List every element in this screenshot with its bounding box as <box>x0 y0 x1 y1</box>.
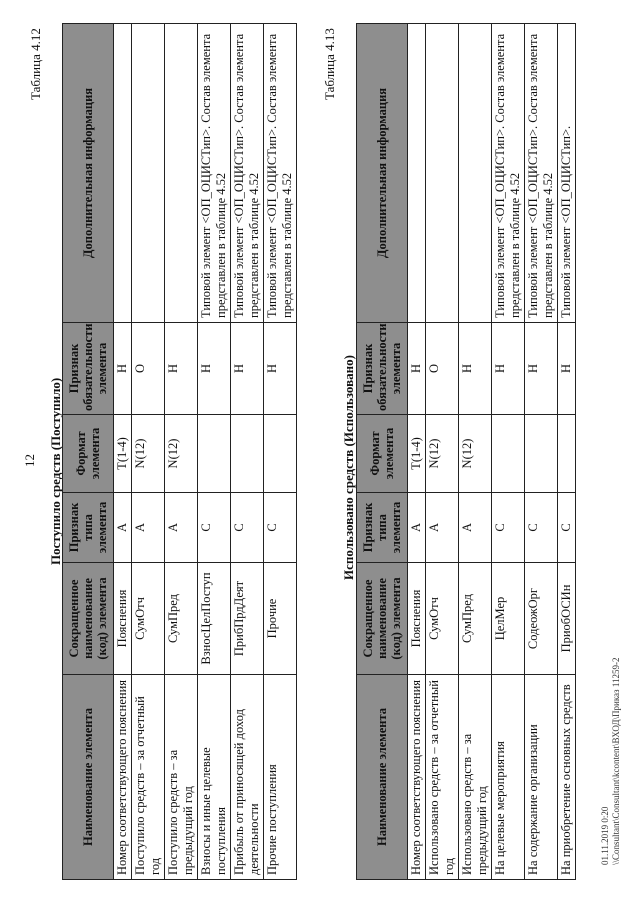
cell-format: T(1-4) <box>408 415 426 493</box>
cell-required: Н <box>231 323 264 415</box>
table-row <box>525 24 558 880</box>
cell-name: На целевые мероприятия <box>492 675 525 880</box>
cell-type: С <box>264 493 297 563</box>
table2-header-code: Сокращенное наименование (код) элемента <box>357 563 408 675</box>
cell-info <box>114 24 132 323</box>
cell-code: ВзносЦелПоступ <box>198 563 231 675</box>
cell-format: N(12) <box>459 415 492 493</box>
table1-number: Таблица 4.12 <box>28 28 43 100</box>
cell-required: Н <box>492 323 525 415</box>
cell-format: T(1-4) <box>114 415 132 493</box>
cell-format: N(12) <box>132 415 165 493</box>
cell-format: N(12) <box>426 415 459 493</box>
cell-format <box>492 415 525 493</box>
table1-header-info: Дополнительная информация <box>63 24 114 323</box>
cell-code: СумПред <box>459 563 492 675</box>
cell-name: Прочие поступления <box>264 675 297 880</box>
cell-required: Н <box>165 323 198 415</box>
cell-type: А <box>459 493 492 563</box>
cell-info: Типовой элемент <ОП_ОЦИСТип>. Состав элемента представлен в таблице 4.52 <box>231 24 264 323</box>
table2 <box>356 23 576 880</box>
table-row <box>198 24 231 880</box>
table-row <box>231 24 264 880</box>
cell-type: А <box>132 493 165 563</box>
table1-title: Поступило средств (Поступило) <box>48 377 63 565</box>
table1-header-required: Признак обязательности элемента <box>63 323 114 415</box>
cell-format <box>264 415 297 493</box>
cell-name: Номер соответствующего пояснения <box>408 675 426 880</box>
cell-name: Прибыль от приносящей доход деятельности <box>231 675 264 880</box>
cell-name: Взносы и иные целевые поступления <box>198 675 231 880</box>
cell-required: Н <box>408 323 426 415</box>
table2-title: Использовано средств (Использовано) <box>341 355 356 580</box>
cell-code: Пояснения <box>114 563 132 675</box>
table-row <box>165 24 198 880</box>
table-row <box>408 24 426 880</box>
table2-header-name: Наименование элемента <box>357 675 408 880</box>
cell-required: Н <box>264 323 297 415</box>
footer-line-1: 01.11.2019 0:20 <box>600 806 610 865</box>
cell-required: Н <box>114 323 132 415</box>
cell-code: Прочие <box>264 563 297 675</box>
table2-header-required: Признак обязательности элемента <box>357 323 408 415</box>
cell-name: На приобретение основных средств <box>558 675 576 880</box>
cell-name: Использовано средств – за предыдущий год <box>459 675 492 880</box>
table2-header-format: Формат элемента <box>357 415 408 493</box>
cell-name: Использовано средств – за отчетный год <box>426 675 459 880</box>
table-row <box>114 24 132 880</box>
cell-type: С <box>198 493 231 563</box>
cell-info: Типовой элемент <ОП_ОЦИСТип>. Состав элемента представлен в таблице 4.52 <box>525 24 558 323</box>
table-row <box>132 24 165 880</box>
cell-info <box>459 24 492 323</box>
cell-type: А <box>408 493 426 563</box>
cell-type: С <box>525 493 558 563</box>
cell-type: С <box>558 493 576 563</box>
table1 <box>62 23 297 880</box>
cell-name: На содержание организации <box>525 675 558 880</box>
cell-info <box>426 24 459 323</box>
cell-info <box>165 24 198 323</box>
table2-header-type: Признак типа элемента <box>357 493 408 563</box>
table1-header-code: Сокращенное наименование (код) элемента <box>63 563 114 675</box>
cell-type: С <box>492 493 525 563</box>
cell-format: N(12) <box>165 415 198 493</box>
cell-code: СумОтч <box>426 563 459 675</box>
cell-code: СумОтч <box>132 563 165 675</box>
table-row <box>264 24 297 880</box>
table-row <box>492 24 525 880</box>
cell-info: Типовой элемент <ОП_ОЦИСТип>. Состав элемента представлен в таблице 4.52 <box>492 24 525 323</box>
cell-format <box>231 415 264 493</box>
cell-info: Типовой элемент <ОП_ОЦИСТип>. Состав элемента представлен в таблице 4.52 <box>198 24 231 323</box>
cell-info <box>132 24 165 323</box>
cell-required: Н <box>459 323 492 415</box>
cell-name: Поступило средств – за предыдущий год <box>165 675 198 880</box>
table-row <box>426 24 459 880</box>
cell-type: А <box>426 493 459 563</box>
cell-required: О <box>132 323 165 415</box>
table1-header-name: Наименование элемента <box>63 675 114 880</box>
table-row <box>558 24 576 880</box>
table1-header-type: Признак типа элемента <box>63 493 114 563</box>
cell-format <box>558 415 576 493</box>
cell-required: Н <box>198 323 231 415</box>
cell-code: Пояснения <box>408 563 426 675</box>
cell-name: Поступило средств – за отчетный год <box>132 675 165 880</box>
table2-number: Таблица 4.13 <box>322 28 337 100</box>
footer <box>600 657 622 865</box>
cell-code: ЦелМер <box>492 563 525 675</box>
footer-line-2: \\Consultant\Consultant\kcontent\ВХОД\Приказ 11259-2 <box>611 657 621 865</box>
cell-required: О <box>426 323 459 415</box>
table2-header-info: Дополнительная информация <box>357 24 408 323</box>
cell-type: С <box>231 493 264 563</box>
table1-header-format: Формат элемента <box>63 415 114 493</box>
page-number: 12 <box>22 454 37 467</box>
cell-type: А <box>165 493 198 563</box>
cell-type: А <box>114 493 132 563</box>
cell-code: СумПред <box>165 563 198 675</box>
cell-required: Н <box>525 323 558 415</box>
cell-info: Типовой элемент <ОП_ОЦИСТип>. <box>558 24 576 323</box>
cell-code: ПриобОСИн <box>558 563 576 675</box>
cell-info <box>408 24 426 323</box>
cell-format <box>525 415 558 493</box>
cell-info: Типовой элемент <ОП_ОЦИСТип>. Состав элемента представлен в таблице 4.52 <box>264 24 297 323</box>
cell-name: Номер соответствующего пояснения <box>114 675 132 880</box>
table-row <box>459 24 492 880</box>
cell-format <box>198 415 231 493</box>
cell-code: СодеожОрг <box>525 563 558 675</box>
cell-required: Н <box>558 323 576 415</box>
cell-code: ПрибПрдДеят <box>231 563 264 675</box>
